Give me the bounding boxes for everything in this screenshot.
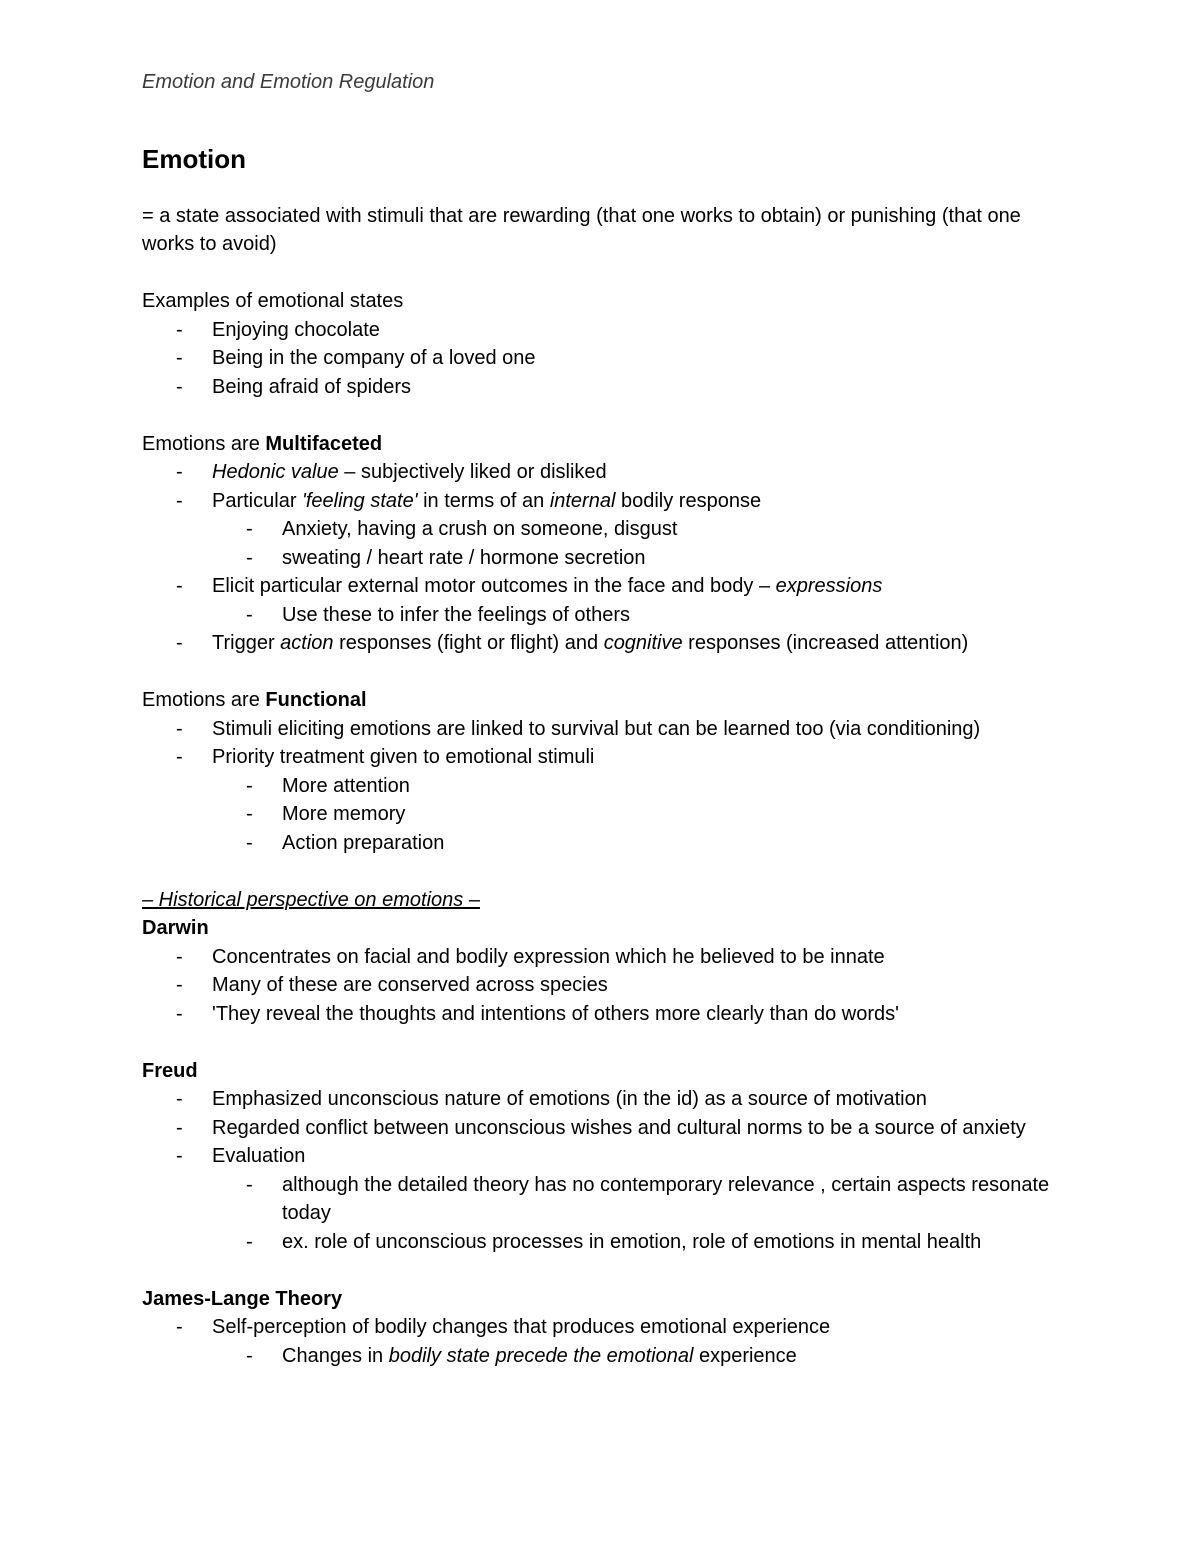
page-title: Emotion — [142, 143, 246, 174]
sub-list-item: - Use these to infer the feelings of others — [142, 601, 1062, 630]
list-item: - Being in the company of a loved one — [142, 344, 1062, 373]
functional-heading: Emotions are Functional — [142, 689, 367, 711]
list-item: - Many of these are conserved across species — [142, 971, 1062, 1000]
list-item: - Trigger action responses (fight or flight) and cognitive responses (increased attention) — [142, 629, 1062, 658]
list-item: - Hedonic value – subjectively liked or disliked — [142, 458, 1062, 487]
list-item: - Evaluation — [142, 1142, 1062, 1171]
multifaceted-heading: Emotions are Multifaceted — [142, 432, 383, 455]
sub-list-item: - although the detailed theory has no contemporary relevance , certain aspects resonate today — [142, 1171, 1062, 1228]
james-lange-heading: James-Lange Theory — [142, 1287, 343, 1310]
sub-list-item: - sweating / heart rate / hormone secretion — [142, 544, 1062, 573]
historical-section-heading: – Historical perspective on emotions – — [142, 888, 480, 911]
sub-list-item: - Action preparation — [142, 829, 1062, 858]
multifaceted-list — [142, 458, 1062, 658]
list-item: - Priority treatment given to emotional stimuli — [142, 743, 1062, 772]
james-lange-list — [142, 1313, 1062, 1370]
list-item: - 'They reveal the thoughts and intentions of others more clearly than do words' — [142, 1000, 1062, 1029]
sub-list-item: - More memory — [142, 800, 1062, 829]
freud-heading: Freud — [142, 1059, 198, 1082]
sub-list-item: - ex. role of unconscious processes in emotion, role of emotions in mental health — [142, 1228, 1062, 1257]
list-item: - Regarded conflict between unconscious wishes and cultural norms to be a source of anxiety — [142, 1114, 1062, 1143]
sub-list-item: - Anxiety, having a crush on someone, disgust — [142, 515, 1062, 544]
list-item: - Self-perception of bodily changes that produces emotional experience — [142, 1313, 1062, 1342]
darwin-list — [142, 943, 1062, 1029]
document-content — [142, 68, 1062, 1370]
freud-list — [142, 1085, 1062, 1256]
list-item: - Concentrates on facial and bodily expression which he believed to be innate — [142, 943, 1062, 972]
examples-list — [142, 316, 1062, 402]
list-item: - Particular 'feeling state' in terms of an internal bodily response — [142, 487, 1062, 516]
examples-heading: Examples of emotional states — [142, 290, 404, 312]
functional-list — [142, 715, 1062, 858]
list-item: - Elicit particular external motor outcomes in the face and body – expressions — [142, 572, 1062, 601]
list-item: - Stimuli eliciting emotions are linked to survival but can be learned too (via conditioning) — [142, 715, 1062, 744]
list-item: - Enjoying chocolate — [142, 316, 1062, 345]
page-header: Emotion and Emotion Regulation — [142, 71, 435, 93]
darwin-heading: Darwin — [142, 917, 209, 939]
list-item: - Emphasized unconscious nature of emotions (in the id) as a source of motivation — [142, 1085, 1062, 1114]
sub-list-item: - Changes in bodily state precede the emotional experience — [142, 1342, 1062, 1371]
list-item: - Being afraid of spiders — [142, 373, 1062, 402]
sub-list-item: - More attention — [142, 772, 1062, 801]
definition-text: = a state associated with stimuli that are rewarding (that one works to obtain) or punishing (that one works to avoid) — [142, 204, 1021, 255]
